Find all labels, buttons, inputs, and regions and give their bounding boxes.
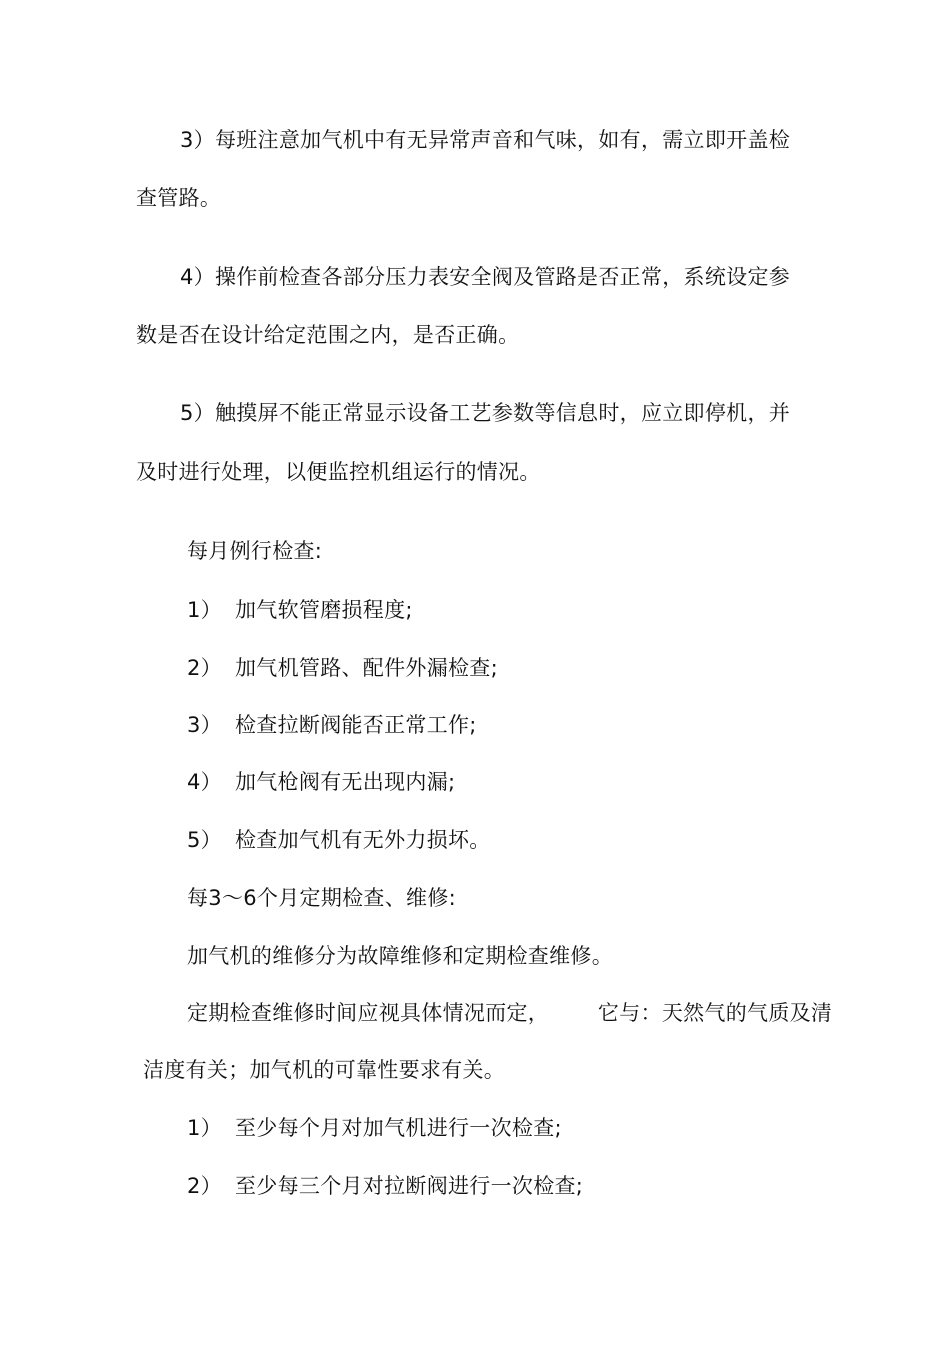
paragraph-4-line-1: 4）操作前检查各部分压力表安全阀及管路是否正常，系统设定参	[180, 265, 791, 289]
paragraph-4-line-2: 数是否在设计给定范围之内，是否正确。	[136, 323, 520, 347]
periodic-detail-line-2: 洁度有关；加气机的可靠性要求有关。	[143, 1058, 506, 1082]
list-item	[187, 654, 498, 682]
paragraph-5-line-1: 5）触摸屏不能正常显示设备工艺参数等信息时，应立即停机，并	[180, 401, 791, 425]
list-item	[187, 711, 477, 739]
list-item	[187, 768, 455, 796]
list-item-text: 加气机管路、配件外漏检查;	[235, 656, 498, 680]
list-item-number: 4）	[187, 770, 222, 794]
list-item-number: 3）	[187, 713, 222, 737]
list-item	[187, 826, 491, 854]
list-item-text: 至少每个月对加气机进行一次检查;	[235, 1116, 562, 1140]
list-item-text: 至少每三个月对拉断阀进行一次检查;	[235, 1174, 584, 1198]
list-item-text: 加气软管磨损程度;	[235, 598, 413, 622]
list-item-number: 5）	[187, 828, 222, 852]
list-item	[187, 1114, 562, 1142]
periodic-detail-line-1: 定期检查维修时间应视具体情况而定， 它与：天然气的气质及清	[187, 1001, 833, 1025]
periodic-check-heading: 每3～6个月定期检查、维修:	[187, 886, 456, 910]
list-item	[187, 596, 413, 624]
paragraph-3-line-1: 3）每班注意加气机中有无异常声音和气味，如有，需立即开盖检	[180, 128, 791, 152]
monthly-check-heading: 每月例行检查:	[187, 539, 323, 563]
periodic-intro: 加气机的维修分为故障维修和定期检查维修。	[187, 944, 613, 968]
paragraph-3-line-2: 查管路。	[136, 186, 222, 210]
list-item-number: 1）	[187, 598, 222, 622]
list-item-text: 检查加气机有无外力损坏。	[235, 828, 491, 852]
list-item-number: 1）	[187, 1116, 222, 1140]
paragraph-5-line-2: 及时进行处理，以便监控机组运行的情况。	[136, 460, 541, 484]
list-item-number: 2）	[187, 1174, 222, 1198]
list-item-number: 2）	[187, 656, 222, 680]
list-item-text: 加气枪阀有无出现内漏;	[235, 770, 456, 794]
list-item	[187, 1172, 583, 1200]
list-item-text: 检查拉断阀能否正常工作;	[235, 713, 477, 737]
